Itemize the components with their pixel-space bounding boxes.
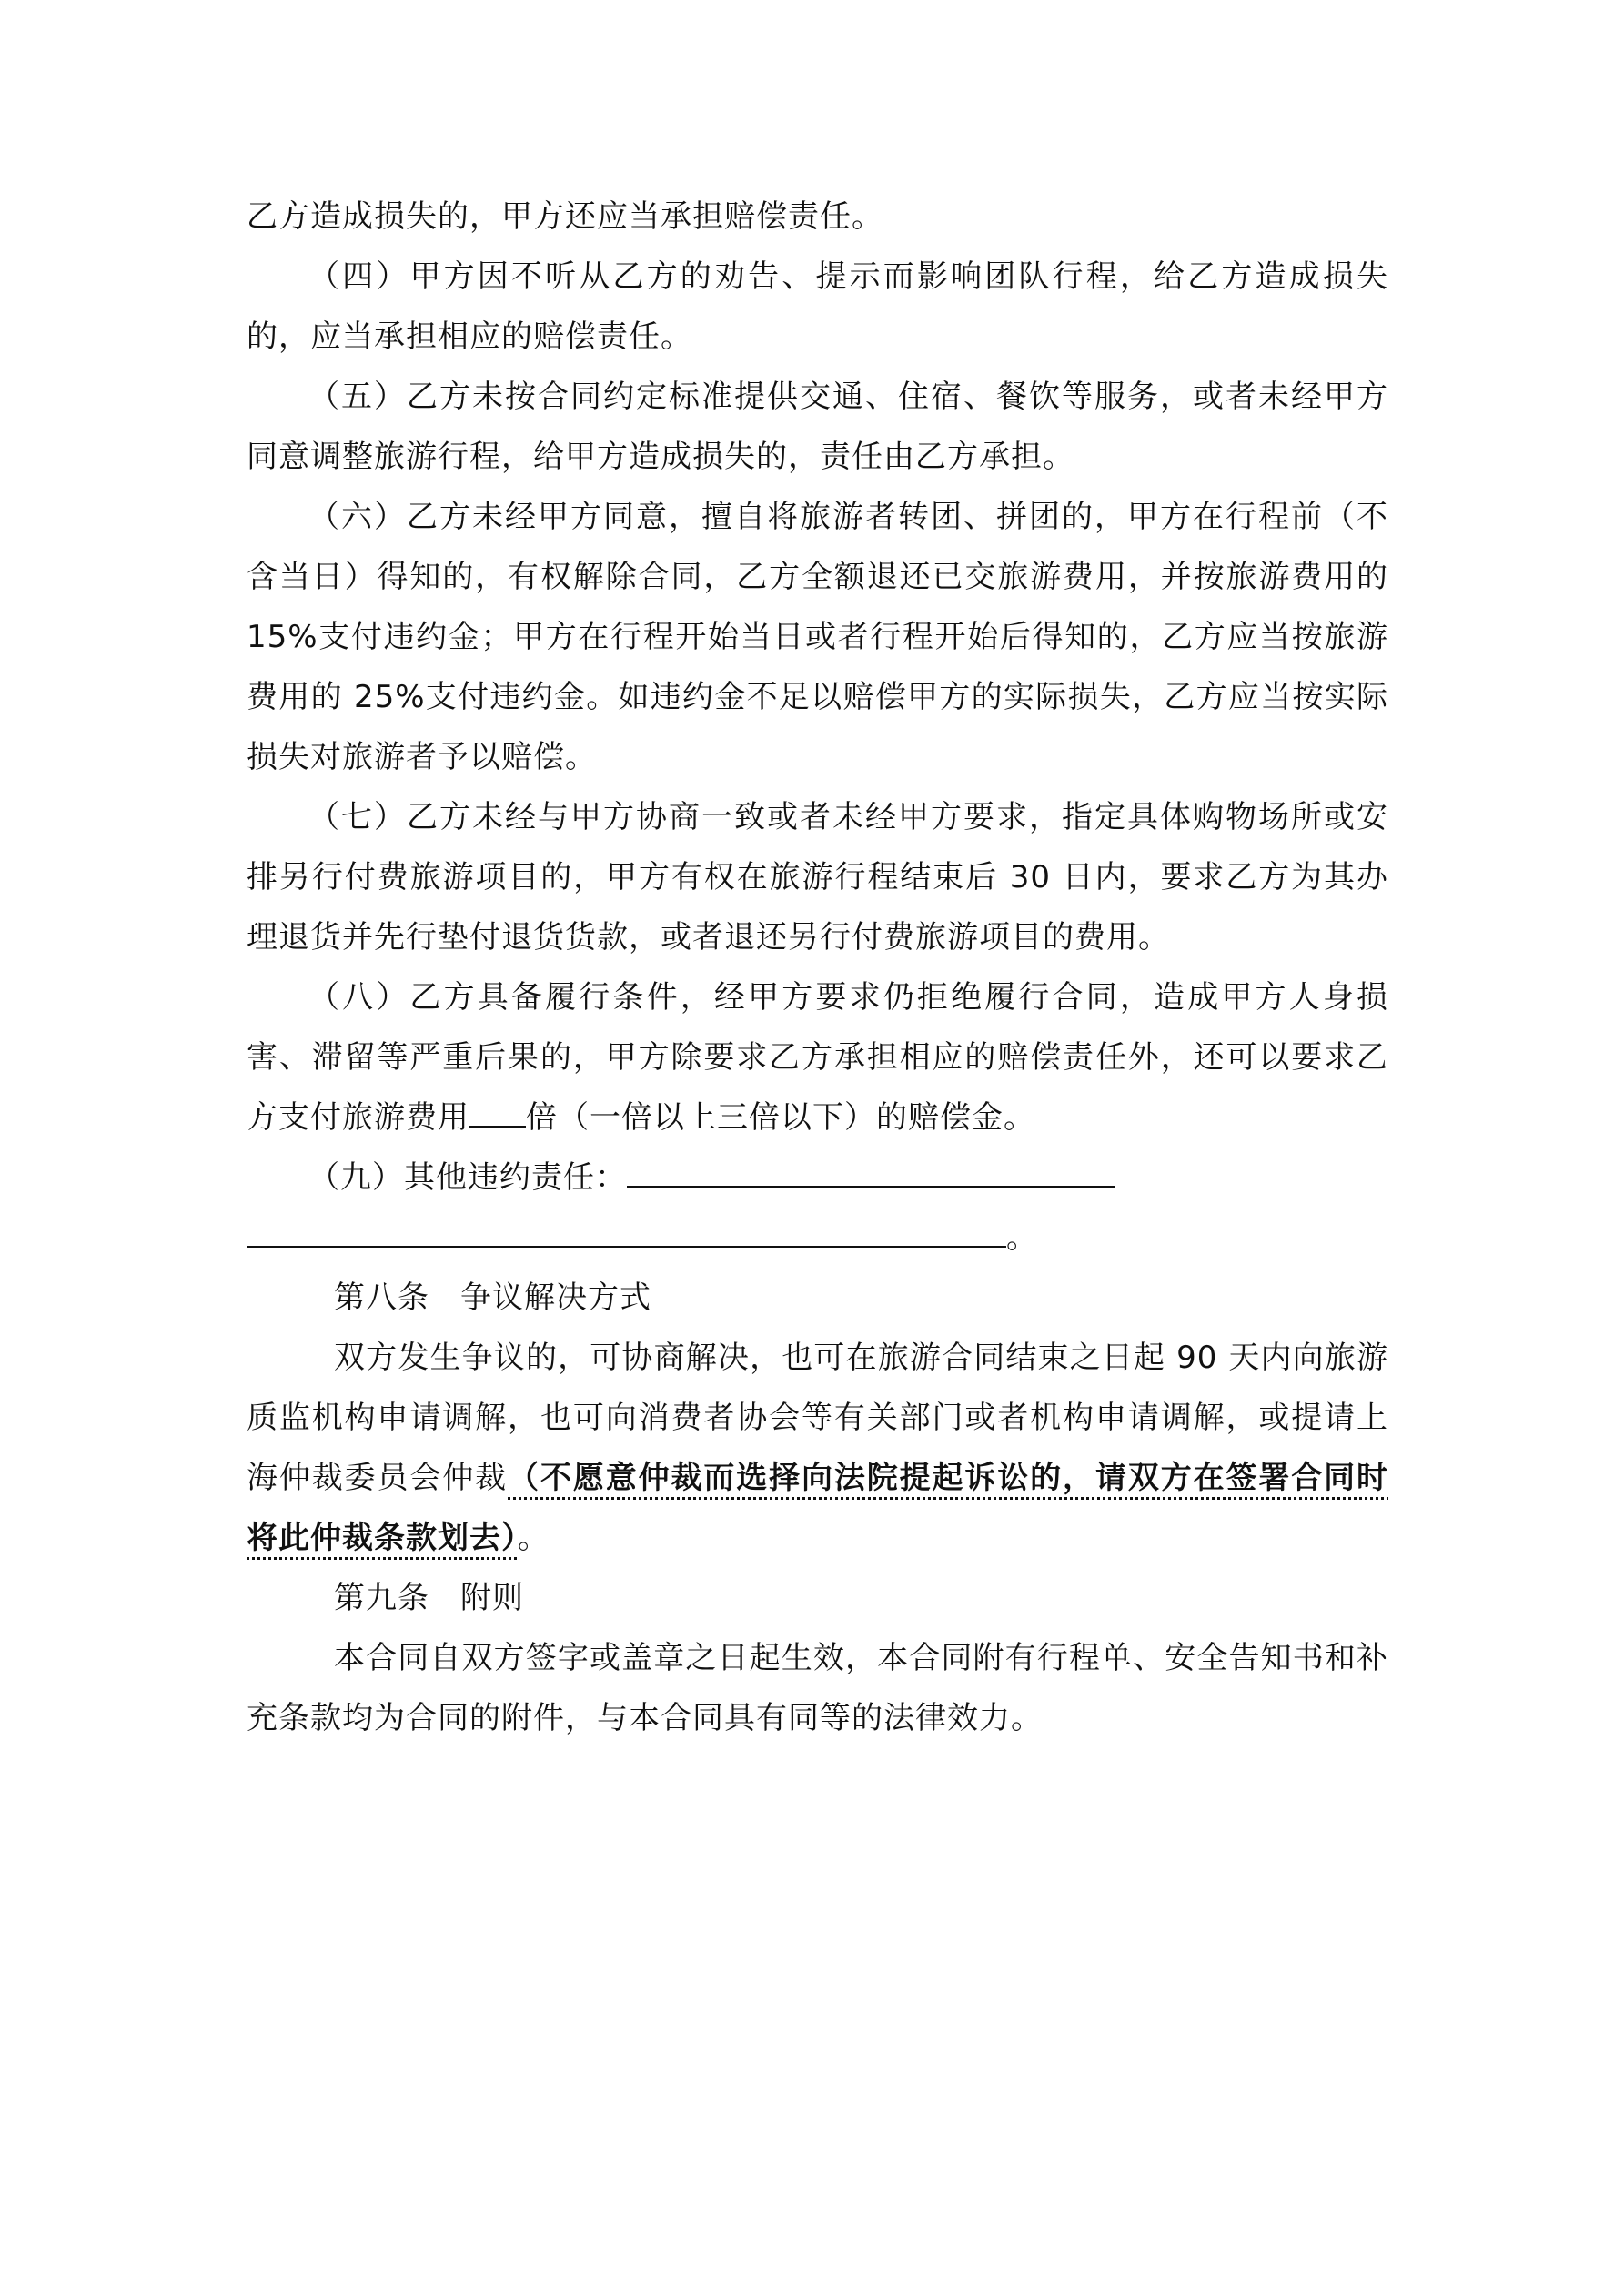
article-9-body: 本合同自双方签字或盖章之日起生效，本合同附有行程单、安全告知书和补充条款均为合同的附件，与本合同具有同等的法律效力。 xyxy=(247,1640,1388,1736)
article-9-title: 附则 xyxy=(460,1580,524,1616)
article-8-body xyxy=(247,1328,1388,1568)
clause-8-text-end: 倍（一倍以上三倍以下）的赔偿金。 xyxy=(526,1099,1035,1136)
other-liability-blank-line2[interactable] xyxy=(247,1209,1006,1248)
clause-7: （七）乙方未经与甲方协商一致或者未经甲方要求，指定具体购物场所或安排另行付费旅游项目的，甲方有权在旅游行程结束后 30 日内，要求乙方为其办理退货并先行垫付退货货款，或者退还另行付费旅游项目的费用。 xyxy=(247,799,1388,956)
paragraph-continuation: 乙方造成损失的，甲方还应当承担赔偿责任。 xyxy=(247,198,883,235)
multiplier-blank[interactable] xyxy=(469,1089,526,1128)
clause-9-label: （九）其他违约责任： xyxy=(308,1159,627,1196)
other-liability-blank[interactable] xyxy=(627,1149,1115,1188)
article-8-title: 争议解决方式 xyxy=(460,1279,651,1316)
article-9-number: 第九条 xyxy=(334,1580,429,1616)
contract-page xyxy=(247,187,1388,1748)
article-9-heading xyxy=(247,1568,1388,1628)
article-8-text: 双方发生争议的，可协商解决，也可在旅游合同结束之日起 90 天内向旅游质监机构申请调解，也可向消费者协会等有关部门或者机构申请调解，或提请上海仲裁委员会仲裁 xyxy=(247,1340,1388,1496)
clause-9 xyxy=(247,1148,1388,1208)
clause-5: （五）乙方未按合同约定标准提供交通、住宿、餐饮等服务，或者未经甲方同意调整旅游行程，给甲方造成损失的，责任由乙方承担。 xyxy=(247,379,1388,475)
clause-8-text: （八）乙方具备履行条件，经甲方要求仍拒绝履行合同，造成甲方人身损害、滞留等严重后果的，甲方除要求乙方承担相应的赔偿责任外，还可以要求乙方支付旅游费用 xyxy=(247,979,1388,1136)
arbitration-note: （不愿意仲裁而选择向法院提起诉讼的，请双方在签署合同时将此仲裁条款划去） xyxy=(247,1460,1389,1556)
article-8-end: 。 xyxy=(518,1520,550,1556)
article-8-heading xyxy=(247,1268,1388,1328)
article-8-number: 第八条 xyxy=(334,1279,429,1316)
clause-9-end: 。 xyxy=(1006,1219,1038,1256)
clause-9-continued xyxy=(247,1208,1388,1268)
clause-4: （四）甲方因不听从乙方的劝告、提示而影响团队行程，给乙方造成损失的，应当承担相应的赔偿责任。 xyxy=(247,258,1388,355)
clause-6: （六）乙方未经甲方同意，擅自将旅游者转团、拼团的，甲方在行程前（不含当日）得知的，有权解除合同，乙方全额退还已交旅游费用，并按旅游费用的 15%支付违约金；甲方在行程开始当日或者行程开始后得知的，乙方应当按旅游费用的 25%支付违约金。如违约金不足以赔偿甲方的实际损失，乙方应当按实际损失对旅游者予以赔偿。 xyxy=(247,499,1388,775)
clause-8 xyxy=(247,967,1388,1148)
